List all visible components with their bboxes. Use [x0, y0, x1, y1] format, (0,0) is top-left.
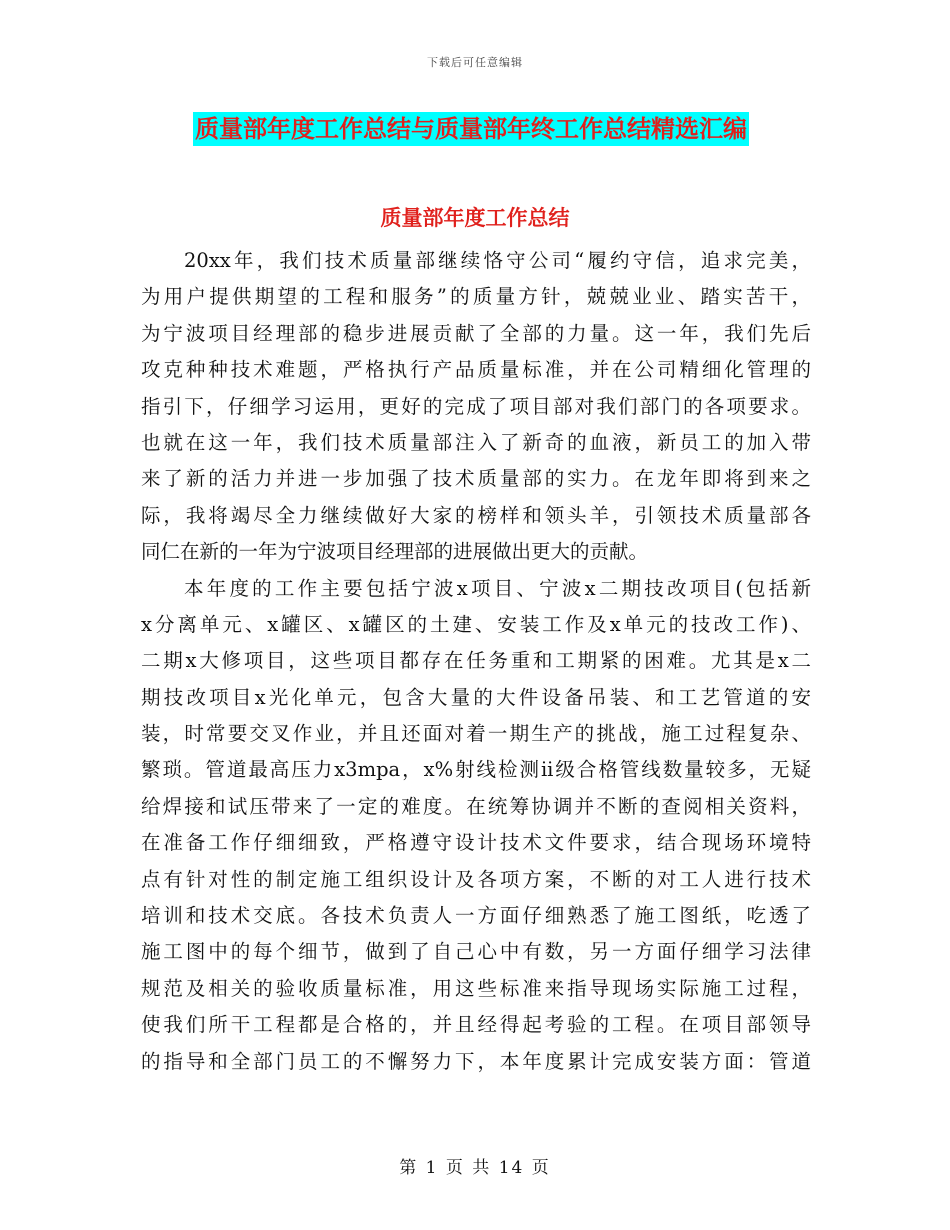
paragraph-line: 规范及相关的验收质量标准，用这些标准来指导现场实际施工过程， — [141, 976, 811, 1000]
paragraph-line: 同仁在新的一年为宁波项目经理部的进展做出更大的贡献。 — [141, 540, 649, 564]
paragraph-line: 也就在这一年，我们技术质量部注入了新奇的血液，新员工的加入带 — [141, 430, 811, 454]
paragraph-line: 培训和技术交底。各技术负责人一方面仔细熟悉了施工图纸，吃透了 — [141, 904, 811, 928]
paragraph-line: 点有针对性的制定施工组织设计及各项方案，不断的对工人进行技术 — [141, 867, 811, 891]
paragraph-line: 20xx年，我们技术质量部继续恪守公司“履约守信，追求完美， — [184, 249, 811, 272]
paragraph-line: 来了新的活力并进一步加强了技术质量部的实力。在龙年即将到来之 — [141, 467, 811, 491]
paragraph-line: 为用户提供期望的工程和服务”的质量方针，兢兢业业、踏实苦干， — [141, 285, 811, 309]
paragraph-line: 在准备工作仔细细致，严格遵守设计技术文件要求，结合现场环境特 — [141, 831, 811, 855]
body-text — [141, 221, 811, 1080]
page-footer: 第 1 页 共 14 页 — [399, 1158, 551, 1178]
section-title: 质量部年度工作总结 — [380, 206, 570, 230]
paragraph-line: 际，我将竭尽全力继续做好大家的榜样和领头羊，引领技术质量部各 — [141, 503, 811, 527]
paragraph-line: 使我们所干工程都是合格的，并且经得起考验的工程。在项目部领导 — [141, 1013, 811, 1037]
paragraph-line: 施工图中的每个细节，做到了自己心中有数，另一方面仔细学习法律 — [141, 940, 811, 964]
paragraph-line: 期技改项目x光化单元，包含大量的大件设备吊装、和工艺管道的安 — [141, 685, 811, 709]
paragraph-line: 繁琐。管道最高压力x3mpa，x%射线检测ii级合格管线数量较多，无疑 — [141, 758, 811, 782]
paragraph-line: 本年度的工作主要包括宁波x项目、宁波x二期技改项目(包括新 — [184, 576, 811, 600]
paragraph-line: x分离单元、x罐区、x罐区的土建、安装工作及x单元的技改工作)、 — [141, 612, 811, 636]
paragraph-line: 装，时常要交叉作业，并且还面对着一期生产的挑战，施工过程复杂、 — [141, 722, 811, 746]
paragraph-2 — [141, 571, 811, 1080]
document-title: 质量部年度工作总结与质量部年终工作总结精选汇编 — [193, 112, 749, 146]
header-note: 下载后可任意编辑 — [427, 56, 523, 69]
paragraph-line: 的指导和全部门员工的不懈努力下，本年度累计完成安装方面：管道 — [141, 1049, 811, 1073]
paragraph-line: 给焊接和试压带来了一定的难度。在统筹协调并不断的查阅相关资料， — [141, 794, 811, 818]
paragraph-1 — [141, 243, 811, 571]
paragraph-line: 指引下，仔细学习运用，更好的完成了项目部对我们部门的各项要求。 — [141, 394, 811, 418]
paragraph-line: 二期x大修项目，这些项目都存在任务重和工期紧的困难。尤其是x二 — [141, 649, 811, 673]
paragraph-line: 为宁波项目经理部的稳步进展贡献了全部的力量。这一年，我们先后 — [141, 321, 811, 345]
paragraph-line: 攻克种种技术难题，严格执行产品质量标准，并在公司精细化管理的 — [141, 358, 811, 382]
